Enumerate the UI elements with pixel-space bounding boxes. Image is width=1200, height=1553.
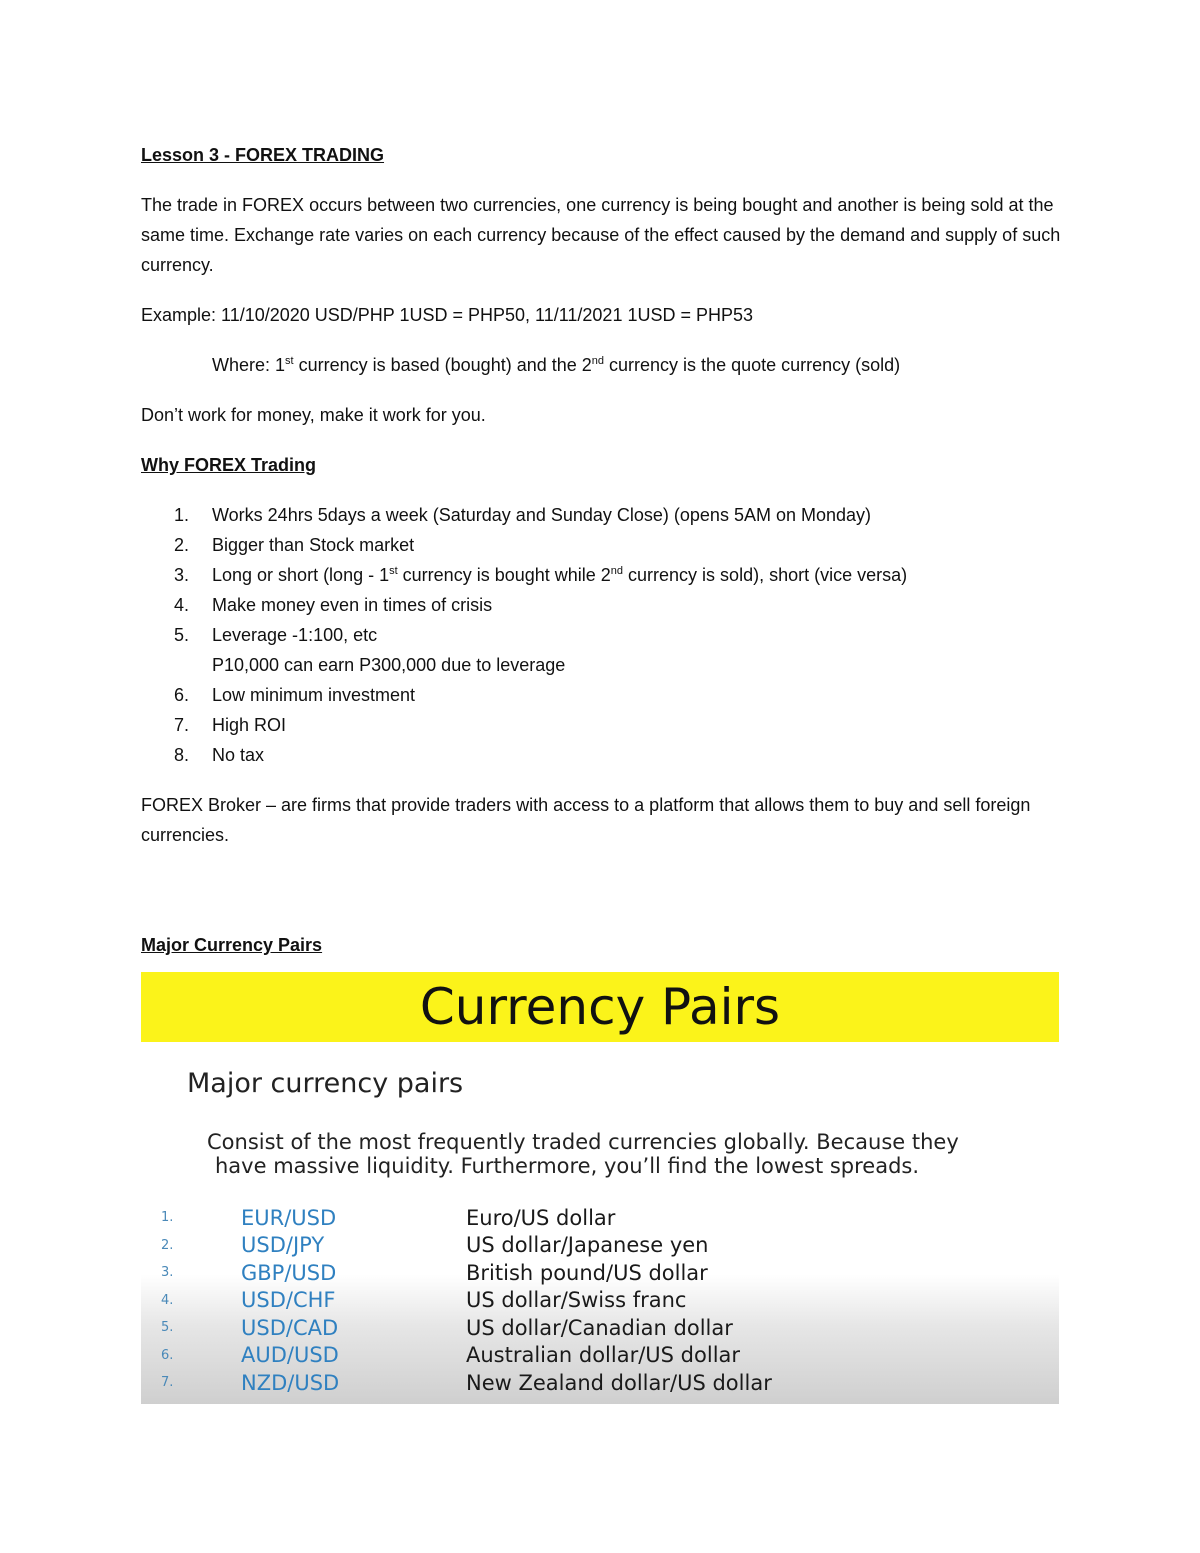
pair-code: NZD/USD	[241, 1370, 340, 1395]
where-sup: nd	[591, 355, 605, 367]
list-text: High ROI	[212, 715, 287, 735]
image-description-line: Consist of the most frequently traded currencies globally. Because they	[207, 1130, 959, 1154]
pair-code: USD/CHF	[241, 1288, 336, 1313]
list-text: Low minimum investment	[212, 685, 416, 705]
list-text: Works 24hrs 5days a week (Saturday and Sunday Close) (opens 5AM on Monday)	[212, 505, 872, 525]
pair-code: EUR/USD	[241, 1205, 337, 1230]
image-description-line: have massive liquidity. Furthermore, you’ll find the lowest spreads.	[215, 1154, 920, 1178]
list-sup: nd	[610, 565, 624, 577]
document-body	[141, 140, 1061, 960]
pair-number: 2.	[161, 1237, 174, 1253]
pair-list	[159, 1204, 772, 1397]
list-item	[141, 620, 1061, 650]
list-item	[141, 710, 1061, 740]
why-heading: Why FOREX Trading	[141, 455, 317, 475]
pair-name: US dollar/Canadian dollar	[466, 1315, 733, 1340]
list-number: 6.	[174, 685, 190, 705]
lesson-title: Lesson 3 - FOREX TRADING	[141, 145, 385, 165]
list-number: 5.	[174, 625, 190, 645]
list-text-part: currency is sold), short (vice versa)	[623, 565, 908, 585]
pair-row	[159, 1287, 772, 1315]
list-text: Leverage -1:100, etc	[212, 625, 378, 645]
list-text: Make money even in times of crisis	[212, 595, 493, 615]
pair-row	[159, 1314, 772, 1342]
example-line: Example: 11/10/2020 USD/PHP 1USD = PHP50, 11/11/2021 1USD = PHP53	[141, 305, 754, 325]
pair-row	[159, 1342, 772, 1370]
pair-name: US dollar/Swiss franc	[466, 1288, 687, 1313]
image-banner: Currency Pairs	[141, 972, 1059, 1042]
pair-row	[159, 1259, 772, 1287]
list-text: Bigger than Stock market	[212, 535, 415, 555]
pair-name: British pound/US dollar	[466, 1260, 708, 1285]
intro-paragraph: The trade in FOREX occurs between two currencies, one currency is being bought and another is being sold at the same time. Exchange rate varies on each currency because of the effect caused by the demand and supply of such currency.	[141, 195, 1061, 275]
why-list	[141, 500, 1061, 770]
list-item	[141, 530, 1061, 560]
pair-code: USD/JPY	[241, 1233, 325, 1258]
pair-code: GBP/USD	[241, 1260, 337, 1285]
pair-row	[159, 1369, 772, 1397]
list-text	[212, 560, 907, 590]
list-number: 7.	[174, 715, 190, 735]
pair-name: US dollar/Japanese yen	[466, 1233, 709, 1258]
pair-number: 5.	[161, 1320, 174, 1336]
list-item	[141, 560, 1061, 590]
list-item	[141, 590, 1061, 620]
where-sup: st	[285, 355, 294, 367]
list-item	[141, 500, 1061, 530]
where-text: Where: 1	[212, 355, 286, 375]
pair-number: 1.	[161, 1210, 174, 1226]
list-item	[141, 740, 1061, 770]
where-line	[141, 350, 1061, 380]
pair-number: 3.	[161, 1265, 174, 1281]
list-text: No tax	[212, 745, 265, 765]
pair-number: 7.	[161, 1375, 174, 1391]
broker-paragraph: FOREX Broker – are firms that provide traders with access to a platform that allows them to buy and sell foreign currencies.	[141, 795, 1031, 845]
pair-code: AUD/USD	[241, 1343, 339, 1368]
pair-number: 4.	[161, 1292, 174, 1308]
pair-name: Australian dollar/US dollar	[466, 1343, 741, 1368]
list-subtext: P10,000 can earn P300,000 due to leverage	[212, 655, 566, 675]
major-heading: Major Currency Pairs	[141, 935, 323, 955]
image-subtitle: Major currency pairs	[187, 1068, 464, 1099]
currency-pairs-image	[141, 972, 1059, 1404]
list-sup: st	[389, 565, 398, 577]
pair-row	[159, 1232, 772, 1260]
list-text-part: Long or short (long - 1	[212, 565, 390, 585]
list-number: 1.	[174, 505, 190, 525]
list-item	[141, 680, 1061, 710]
list-number: 8.	[174, 745, 190, 765]
image-description	[207, 1130, 1037, 1178]
quote-line: Don’t work for money, make it work for you.	[141, 405, 486, 425]
pair-code: USD/CAD	[241, 1315, 339, 1340]
list-number: 3.	[174, 565, 190, 585]
where-text: currency is the quote currency (sold)	[604, 355, 901, 375]
list-number: 4.	[174, 595, 190, 615]
list-number: 2.	[174, 535, 190, 555]
where-text: currency is based (bought) and the 2	[293, 355, 592, 375]
list-text-part: currency is bought while 2	[397, 565, 611, 585]
pair-row	[159, 1204, 772, 1232]
list-subline	[141, 650, 1061, 680]
pair-number: 6.	[161, 1347, 174, 1363]
pair-name: Euro/US dollar	[466, 1205, 616, 1230]
pair-name: New Zealand dollar/US dollar	[466, 1370, 772, 1395]
